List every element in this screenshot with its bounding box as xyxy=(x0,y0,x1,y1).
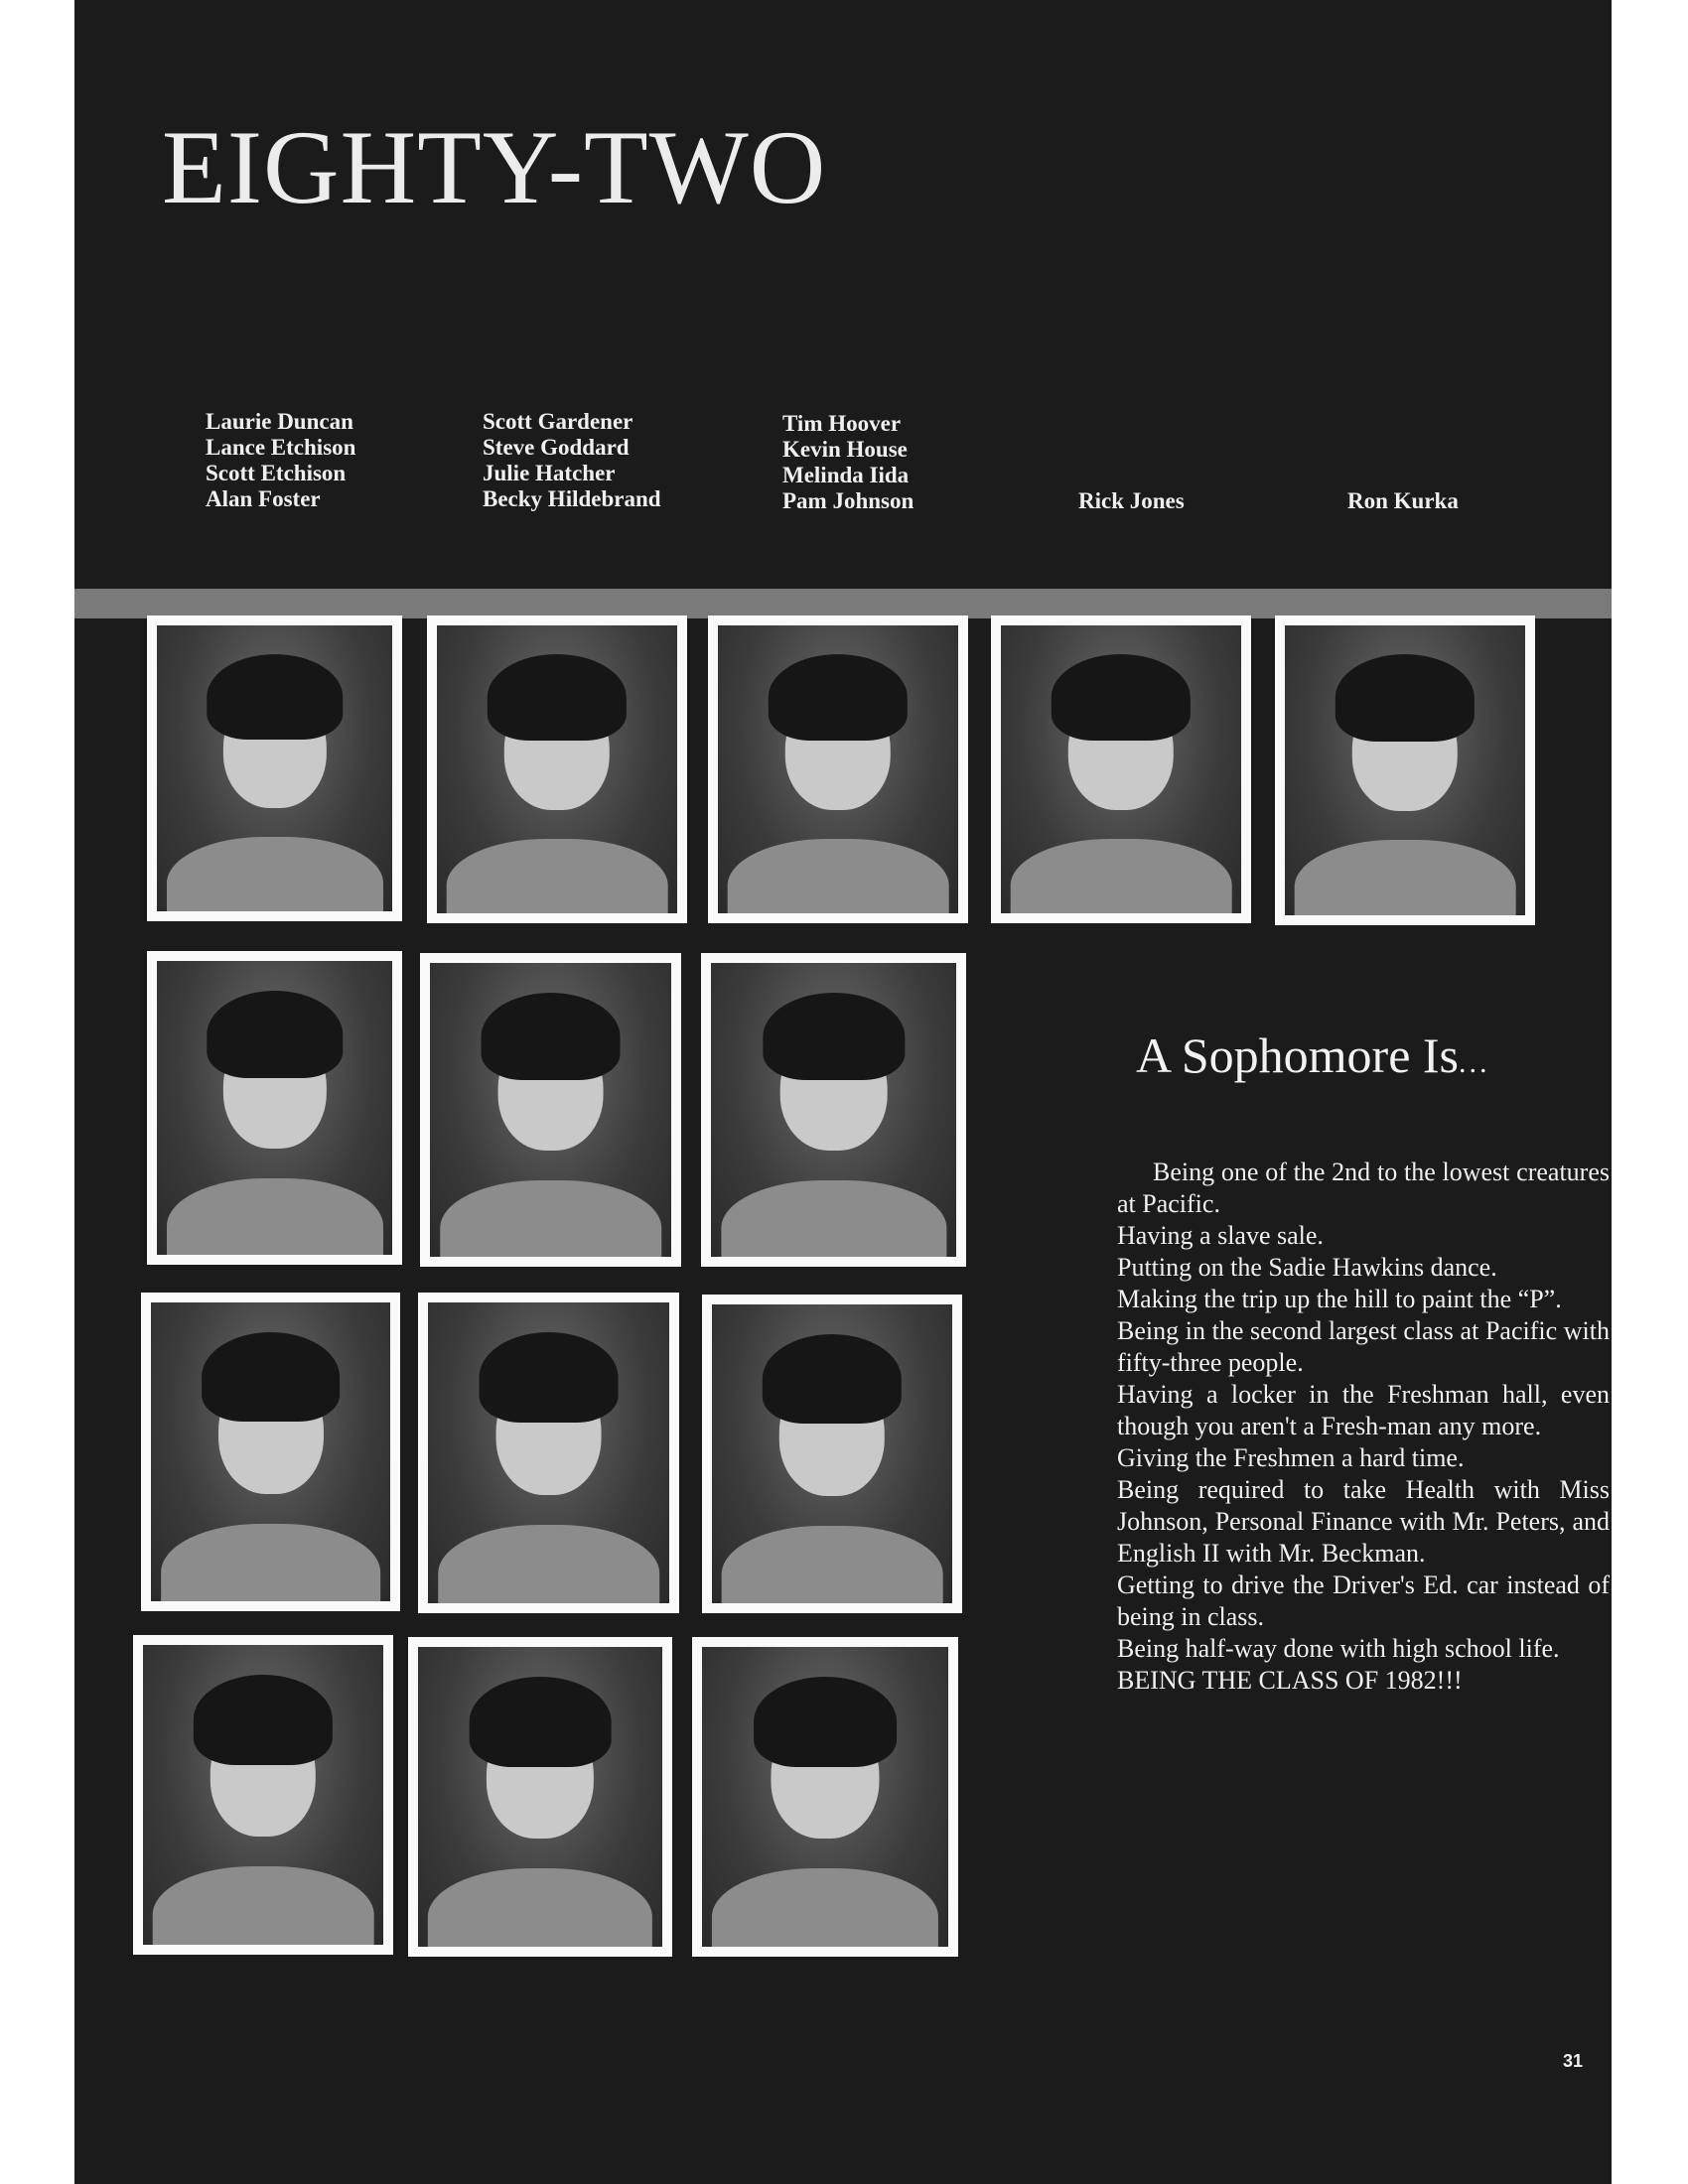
student-name: Ron Kurka xyxy=(1347,488,1459,513)
student-portrait xyxy=(408,1637,672,1957)
student-portrait xyxy=(147,615,402,921)
student-name: Rick Jones xyxy=(1078,488,1185,513)
page-title: EIGHTY-TWO xyxy=(162,109,827,225)
poem-line: Putting on the Sadie Hawkins dance. xyxy=(1117,1253,1497,1282)
student-portrait xyxy=(708,615,968,923)
student-name: Melinda Iida xyxy=(782,463,910,487)
gray-divider-band xyxy=(74,589,1612,618)
student-portrait xyxy=(692,1637,958,1957)
student-portrait xyxy=(427,615,687,923)
student-name: Scott Gardener xyxy=(483,409,633,434)
student-portrait xyxy=(991,615,1251,923)
student-name: Lance Etchison xyxy=(206,435,356,460)
student-name: Tim Hoover xyxy=(782,411,902,436)
names-column-3 xyxy=(782,411,914,514)
section-heading xyxy=(1136,1026,1490,1084)
section-heading-text: A Sophomore Is xyxy=(1136,1027,1459,1083)
poem-line: Being required to take Health with Miss Johnson, Personal Finance with Mr. Peters, and English II with Mr. Beckman. xyxy=(1117,1475,1610,1568)
student-portrait xyxy=(133,1635,393,1955)
poem-line: Giving the Freshmen a hard time. xyxy=(1117,1443,1465,1472)
student-name: Alan Foster xyxy=(206,486,321,511)
student-portrait xyxy=(420,953,681,1267)
student-name: Becky Hildebrand xyxy=(483,486,661,511)
yearbook-page xyxy=(74,0,1612,2184)
student-name: Laurie Duncan xyxy=(206,409,353,434)
student-portrait xyxy=(147,951,402,1265)
page-number: 31 xyxy=(1563,2051,1584,2071)
student-portrait xyxy=(702,1295,962,1613)
poem-line: Having a locker in the Freshman hall, even though you aren't a Fresh-man any more. xyxy=(1117,1380,1610,1440)
poem-line: BEING THE CLASS OF 1982!!! xyxy=(1117,1666,1463,1695)
student-portrait xyxy=(418,1293,679,1613)
section-heading-dots: ... xyxy=(1459,1046,1490,1079)
student-name: Scott Etchison xyxy=(206,461,347,485)
student-name: Julie Hatcher xyxy=(483,461,616,485)
poem-line: Getting to drive the Driver's Ed. car instead of being in class. xyxy=(1117,1570,1610,1631)
poem-line: Being half-way done with high school life. xyxy=(1117,1634,1560,1663)
poem-line: Being one of the 2nd to the lowest creatures at Pacific. xyxy=(1117,1158,1610,1218)
student-portrait xyxy=(141,1293,400,1611)
poem-line: Having a slave sale. xyxy=(1117,1221,1324,1250)
poem-line: Being in the second largest class at Pacific with fifty-three people. xyxy=(1117,1316,1610,1377)
names-column-4 xyxy=(1078,488,1185,514)
names-column-1 xyxy=(206,409,355,512)
sophomore-poem xyxy=(1117,1157,1610,1697)
student-name: Pam Johnson xyxy=(782,488,914,513)
student-portrait xyxy=(1275,615,1535,925)
student-name: Steve Goddard xyxy=(483,435,630,460)
names-column-2 xyxy=(483,409,661,512)
names-column-5 xyxy=(1347,488,1459,514)
poem-line: Making the trip up the hill to paint the “P”. xyxy=(1117,1285,1562,1313)
student-portrait xyxy=(701,953,966,1267)
student-name: Kevin House xyxy=(782,437,908,462)
